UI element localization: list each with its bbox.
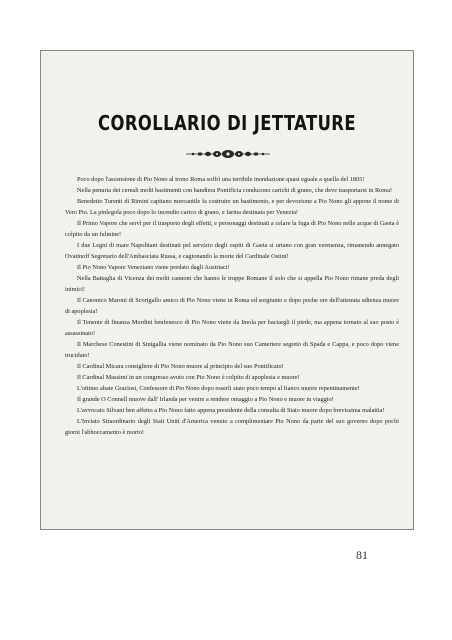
paragraph: Il Cardinal Massimi in un congresso avuto con Pio Nono è colpito di apoplesia e muore! — [77, 374, 300, 381]
paragraph: Il Pio Nono Vapore Veneziano viene predato dagli Austriaci! — [77, 264, 230, 271]
paragraph: Il Primo Vapore che servì per il trasporto degli effetti, e personaggi destinati a celare la fuga di Pio Nono nelle acque di Gaeta è colpito da un fulmine! — [65, 220, 399, 238]
paragraph: L'avvocato Silvani ben affetto a Pio Nono fatto appena presidente della consulta di Stato muore dopo brevissima malattia! — [77, 407, 385, 414]
paragraph: Il Cardinal Micara consigliere di Pio Nono muore al principio del suo Pontificato! — [77, 363, 284, 370]
paragraph: Benedetto Turenti di Rimini capitano mercantile fa costruire un bastimento, e per devozione a Pio Nono gli appone il nome di Vero Pio. La pinlegola poco dopo lo incendio carico di grano, e farina destinata per Venezia! — [65, 198, 399, 216]
page-number: 81 — [356, 548, 368, 562]
paragraph: L'ottimo abate Graziosi, Confessore di Pio Nono dopo esserli stato poco tempo al fianco muore repentinamente! — [77, 385, 360, 392]
decorative-ornament — [184, 148, 272, 160]
paragraph: L'Inviato Straordinario degli Stati Uniti d'America venuto a complimentare Pio Nono da parte del suo governo dopo pochi giorni l'abboccamento è morto! — [65, 418, 399, 436]
paragraph: Il Marchese Conestini di Sinigallia viene nominato da Pio Nono suo Cameriere segreto di Spada e Cappa, e poco dopo viene trucidato! — [65, 341, 399, 359]
paragraph: Nella penuria dei cereali molti bastimenti con bandiera Pontificia conducono carichi di grano, che deve trasportarsi in Roma! — [77, 187, 393, 194]
document-title: COROLLARIO DI JETTATURE — [98, 111, 356, 135]
paragraph: Poco dopo l'ascensione di Pio Nono al trono Roma soffrì una terribile inondazione quasi eguale a quella del 1805! — [77, 176, 365, 183]
paragraph: Il Tenente di finanza Mordini benfenesco di Pio Nono viene da Imola per baciargli il piede, ma appena tornato al suo posto è assassinato! — [65, 319, 399, 337]
body-text — [65, 174, 399, 438]
paragraph: I due Legni di mare Napolitani destinati pel servizio degli ospiti di Gaeta si urtano con gran veemenza, rimanendo annegato Ovatinoff Segretario dell'Ambasciata Russa, e cagionando la morte del Cardinale Ostini! — [65, 242, 399, 260]
document-page — [40, 50, 414, 530]
paragraph: Nella Battaglia di Vicenza dei molti cannoni che hanno le truppe Romane il solo che si appella Pio Nono rimane preda degli inimici! — [65, 275, 399, 293]
paragraph: Il grande O Connell muove dall' Irlanda per venire a rendere omaggio a Pio Nono e muore in viaggio! — [77, 396, 334, 403]
paragraph: Il Canonico Maroni di Scorigallo amico di Pio Nono viene in Roma ed sorgiunto e dopo poche ore dell'attenuta udienza muore di apoplesia! — [65, 297, 399, 315]
